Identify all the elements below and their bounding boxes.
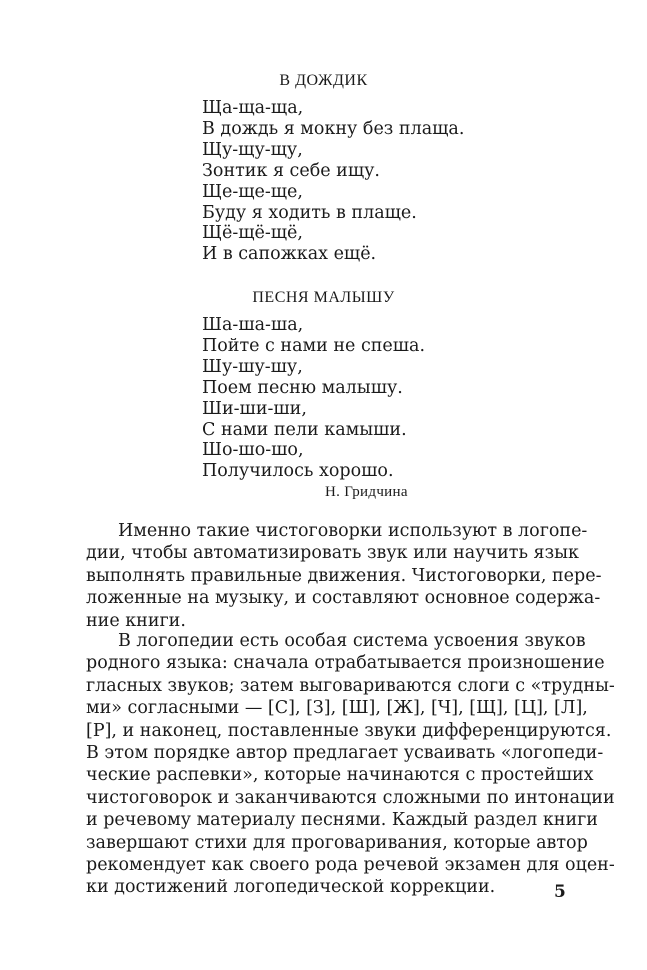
text-line: ки достижений логопедической коррекции. <box>86 877 496 898</box>
text-line: родного языка: сначала отрабатывается произношение <box>86 653 605 674</box>
text-line: ложенные на музыку, и составляют основное содержа- <box>86 588 601 609</box>
paragraph-1 <box>86 520 602 632</box>
poem-line: В дождь я мокну без плаща. <box>202 118 465 139</box>
poem-title-song: ПЕСНЯ МАЛЫШУ <box>252 289 395 306</box>
poem-line: С нами пели камыши. <box>202 419 407 440</box>
poem-song <box>202 315 425 482</box>
text-line: ми» согласными — [С], [З], [Ш], [Ж], [Ч], [Щ], [Ц], [Л], <box>86 698 588 719</box>
text-line: выполнять правильные движения. Чистоговорки, пере- <box>86 565 602 586</box>
text-line: ние книги. <box>86 610 186 631</box>
poem-line: Ща-ща-ща, <box>202 98 304 118</box>
poem-line: Щё-щё-щё, <box>202 223 303 244</box>
poem-title-rain: В ДОЖДИК <box>279 72 368 89</box>
text-line: рекомендует как своего рода речевой экзамен для оцен- <box>86 855 615 876</box>
poem-line: И в сапожках ещё. <box>202 244 377 265</box>
poem-line: Зонтик я себе ищу. <box>202 160 380 181</box>
text-line: В этом порядке автор предлагает усваивать «логопеди- <box>86 743 604 764</box>
poem-line: Пойте с нами не спеша. <box>202 335 426 356</box>
poem-author: Н. Гридчина <box>325 484 408 500</box>
poem-line: Ши-ши-ши, <box>202 398 307 419</box>
poem-line: Шу-шу-шу, <box>202 356 303 377</box>
poem-line: Шо-шо-шо, <box>202 440 304 461</box>
page-number: 5 <box>554 882 566 902</box>
text-line: ческие распевки», которые начинаются с простейших <box>86 765 594 786</box>
text-line: В логопедии есть особая система усвоения звуков <box>118 631 586 651</box>
poem-line: Буду я ходить в плаще. <box>202 202 417 223</box>
poem-line: Щу-щу-щу, <box>202 139 303 160</box>
text-line: гласных звуков; затем выговариваются слоги с «трудны- <box>86 675 615 696</box>
poem-line: Поем песню малышу. <box>202 377 403 398</box>
text-line: [Р], и наконец, поставленные звуки дифференцируются. <box>86 720 612 741</box>
poem-line: Ще-ще-ще, <box>202 181 303 202</box>
poem-line: Получилось хорошо. <box>202 461 394 482</box>
poem-rain <box>202 98 464 265</box>
text-line: дии, чтобы автоматизировать звук или научить язык <box>86 543 579 564</box>
text-line: чистоговорок и заканчиваются сложными по интонации <box>86 787 615 808</box>
text-line: Именно такие чистоговорки используют в логопе- <box>118 521 588 541</box>
paragraph-2 <box>86 630 615 899</box>
text-line: завершают стихи для проговаривания, которые автор <box>86 832 588 853</box>
poem-line: Ша-ша-ша, <box>202 315 304 335</box>
text-line: и речевому материалу песнями. Каждый раздел книги <box>86 810 598 831</box>
